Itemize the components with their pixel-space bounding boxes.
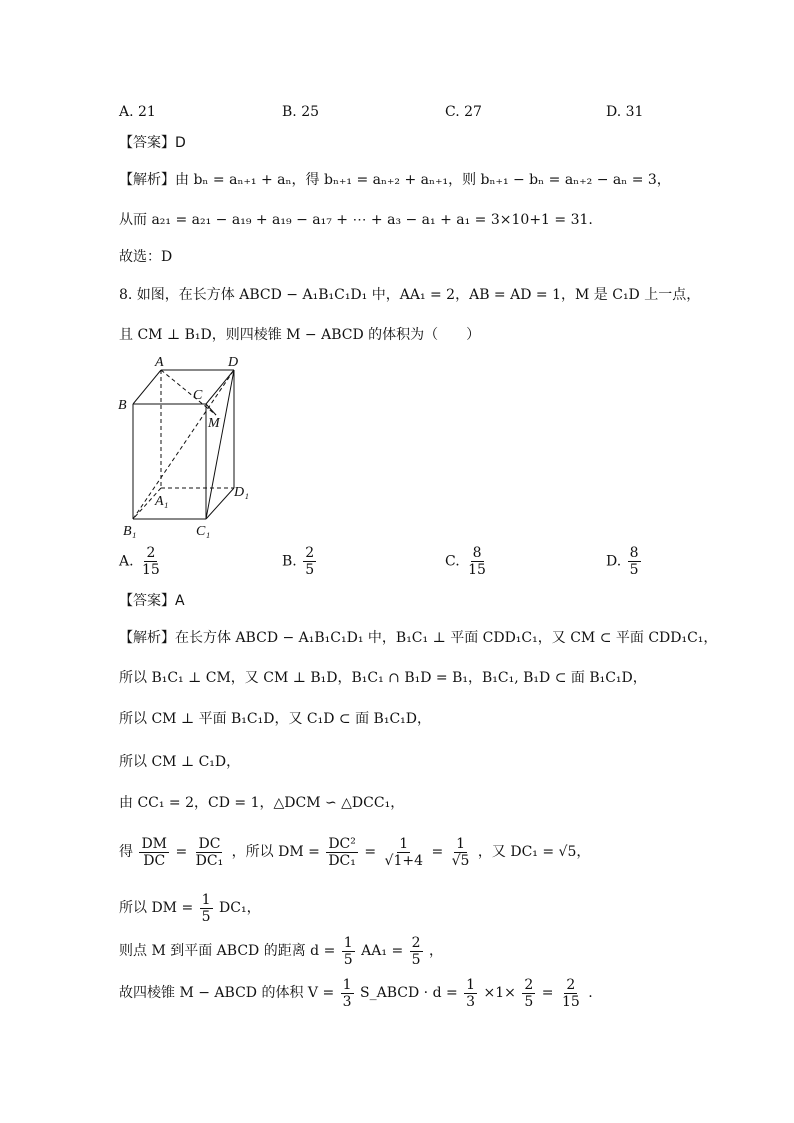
q8-option-d-fraction: $\frac{8}{5}$: [629, 545, 639, 578]
q8-option-a: A. $\frac{2}{15}$: [119, 545, 160, 578]
segment-B1D-hidden: [133, 370, 234, 519]
q8-analysis-line9: 故四棱锥 M − ABCD 的体积 V = $\frac{1}{3}$ S_ABCD · d = $\frac{1}{3}$ ×1× $\frac{2}{5}$ = $\frac{2}{15}$ .: [119, 976, 593, 1010]
q8-answer: 【答案】A: [119, 593, 185, 609]
q8-analysis-line6: 得 $\frac{DM}{DC}$ = $\frac{DC}{\text{DC₁}}$ ，所以 DM = $\frac{\text{DC²}}{\text{DC₁}}$ = $\frac{1}{√1+4}$ = $\frac{1}{√5}$ ，又 DC₁ = √5，: [119, 835, 591, 869]
q8-option-c-fraction: $\frac{8}{15}$: [468, 545, 486, 578]
edge-C1D1: [206, 488, 234, 519]
label-D: D: [228, 355, 239, 370]
q8-option-c: C. $\frac{8}{15}$: [445, 545, 486, 578]
q8-analysis-line7: 所以 DM = $\frac{1}{5}$ DC₁，: [119, 891, 261, 925]
q7-answer: 【答案】D: [119, 135, 186, 151]
label-B: B: [118, 398, 127, 413]
label-A: A: [155, 355, 164, 370]
label-C: C: [193, 388, 203, 403]
q8-analysis-line4: 所以 CM ⊥ C₁D，: [119, 754, 241, 770]
q8-analysis-line2: 所以 B₁C₁ ⊥ CM，又 CM ⊥ B₁D，B₁C₁ ∩ B₁D = B₁，B₁C₁, B₁D ⊂ 面 B₁C₁D，: [119, 670, 647, 686]
label-C1: C₁: [196, 524, 211, 539]
edge-DC: [206, 370, 234, 404]
label-A1: A₁: [155, 494, 169, 509]
edge-AB: [133, 370, 161, 404]
q8-stem-line2: 且 CM ⊥ B₁D，则四棱锥 M − ABCD 的体积为（ ）: [119, 327, 481, 343]
label-D1: D₁: [234, 485, 249, 500]
q7-analysis-line3: 故选：D: [119, 249, 173, 265]
q8-option-b: B. $\frac{2}{5}$: [282, 545, 315, 578]
q8-option-b-fraction: $\frac{2}{5}$: [305, 545, 315, 578]
q8-stem-line1: 8. 如图，在长方体 ABCD − A₁B₁C₁D₁ 中，AA₁ = 2，AB = AD = 1，M 是 C₁D 上一点，: [119, 287, 701, 303]
segment-CM: [206, 404, 216, 415]
q7-option-a: A. 21: [119, 104, 156, 120]
cuboid-figure: [110, 355, 270, 540]
cuboid-diagram: [110, 355, 270, 540]
q8-analysis-line8: 则点 M 到平面 ABCD 的距离 d = $\frac{1}{5}$ AA₁ = $\frac{2}{5}$ ，: [119, 934, 443, 968]
q7-analysis-line2: 从而 a₂₁ = a₂₁ − a₁₉ + a₁₉ − a₁₇ + ⋯ + a₃ − a₁ + a₁ = 3×10+1 = 31.: [119, 212, 593, 228]
q7-option-c: C. 27: [445, 104, 482, 120]
q7-option-d: D. 31: [606, 104, 644, 120]
label-B1: B₁: [123, 524, 137, 539]
segment-C1D: [206, 370, 234, 519]
q8-option-a-fraction: $\frac{2}{15}$: [142, 545, 160, 578]
label-M: M: [208, 416, 220, 431]
q7-option-b: B. 25: [282, 104, 320, 120]
q7-analysis-line1: 【解析】由 bₙ = aₙ₊₁ + aₙ，得 bₙ₊₁ = aₙ₊₂ + aₙ₊₁，则 bₙ₊₁ − bₙ = aₙ₊₂ − aₙ = 3，: [119, 172, 671, 188]
q8-analysis-line1: 【解析】在长方体 ABCD − A₁B₁C₁D₁ 中，B₁C₁ ⊥ 平面 CDD₁C₁，又 CM ⊂ 平面 CDD₁C₁，: [119, 630, 718, 646]
q8-analysis-line5: 由 CC₁ = 2，CD = 1，△DCM ∽ △DCC₁，: [119, 795, 405, 811]
q8-analysis-line3: 所以 CM ⊥ 平面 B₁C₁D，又 C₁D ⊂ 面 B₁C₁D，: [119, 711, 431, 727]
q8-option-d: D. $\frac{8}{5}$: [606, 545, 639, 578]
